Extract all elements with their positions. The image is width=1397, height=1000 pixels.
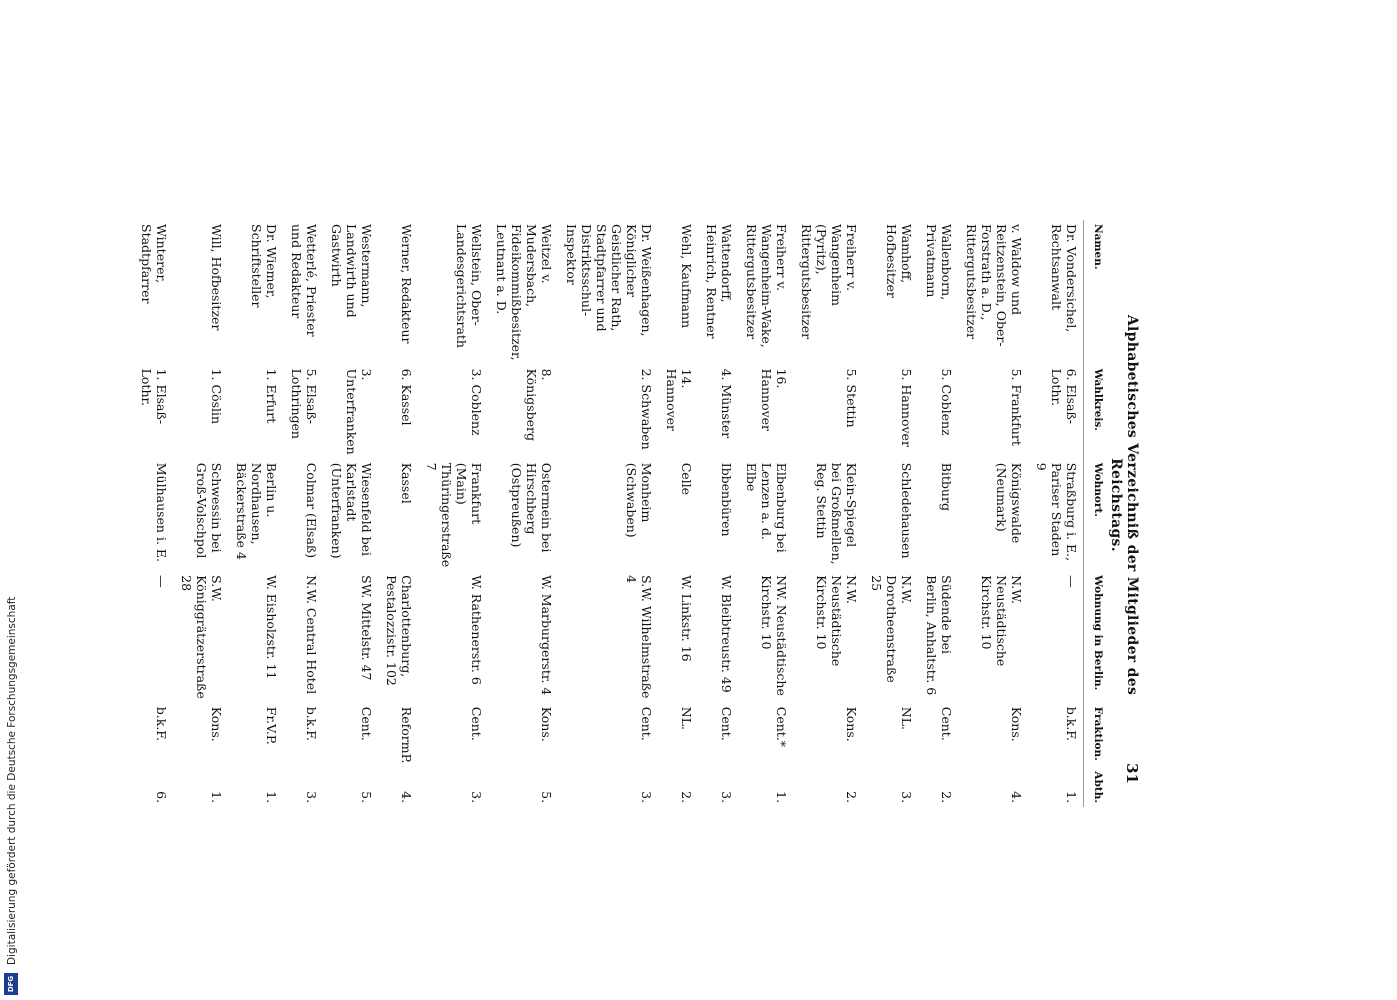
table-row [323,220,378,807]
member-abtheilung: 1. [264,791,279,804]
member-abtheilung: 4. [399,791,414,804]
member-berlin-address: N.W. Central Hotel [304,575,319,695]
member-berlin-address: N.W. Neustädtische Kirchstr. 10 [979,575,1024,667]
member-fraktion: ReformP. [399,706,414,764]
member-name: Will, Hofbesitzer [209,224,224,331]
member-berlin-address: W. Rathenerstr. 6 [469,575,484,685]
member-name: Wellstein, Ober-Landesgerichtsrath [454,224,484,348]
member-wohnort: Wiesenfeld bei Karlstadt (Unterfranken) [329,462,374,559]
table-row [1028,220,1084,807]
member-wahlkreis: 1. Erfurt [264,368,279,424]
footer-credit-text: Digitalisierung gefördert durch die Deutsche Forschungsgemeinschaft [6,596,18,965]
member-fraktion: Cent. [719,706,734,741]
table-row [488,220,558,807]
member-name: v. Waldow und Reitzenstein, Ober-Forstrath a. D., Rittergutsbesitzer [964,224,1024,347]
member-name: Werner, Redakteur [399,224,414,344]
table-body [133,220,1084,807]
member-berlin-address: Südende bei Berlin, Anhaltstr. 6 [924,575,954,696]
member-berlin-address: N.W. Neustädtische Kirchstr. 10 [814,575,859,667]
dfg-logo-icon [4,973,18,995]
member-wahlkreis: 1. Cöslin [209,368,224,425]
member-fraktion: b.k.F. [154,706,169,742]
member-abtheilung: 3. [719,791,734,804]
member-wohnort: Elbenburg bei Lenzen a. d. Elbe [744,462,789,553]
member-abtheilung: 3. [639,791,654,804]
member-fraktion: Cent. [639,706,654,741]
member-fraktion: NL. [679,706,694,730]
member-wohnort: Berlin u. Nordhausen, Bäckerstraße 4 [234,462,279,560]
member-fraktion: Cent. [469,706,484,741]
table-row [658,220,698,807]
member-fraktion: b.k.F. [304,706,319,742]
table-row [738,220,793,807]
member-name: Wamhoff, Hofbesitzer [884,224,914,298]
member-fraktion: b.k.F. [1064,706,1079,742]
member-wahlkreis: 5. Elsaß-Lothringen [289,368,319,439]
member-berlin-address: Charlottenburg, Pestalozzistr. 102 [384,575,414,686]
member-abtheilung: 3. [469,791,484,804]
member-wohnort: Colmar (Elsaß) [304,462,319,559]
page-header [1108,220,1141,790]
member-wohnort: Schwessin bei Groß-Volschpol [194,462,224,559]
member-wohnort: Straßburg i. E., Pariser Staden 9 [1034,462,1079,562]
member-wohnort: Frankfurt (Main) Thüringerstraße 7 [424,462,484,568]
member-wahlkreis: 2. Schwaben [639,368,654,450]
member-abtheilung: 1. [774,791,789,804]
member-fraktion: Cent. [359,706,374,741]
member-wahlkreis: 3. Unterfranken [344,368,374,455]
member-name: Weitzel v. Mudersbach, Fideikommißbesitzer, Leutnant a. D. [494,224,554,361]
table-row [558,220,658,807]
member-name: Freiherr v. Wangenheim-Wake, Rittergutsbesitzer [744,224,789,348]
table-row [918,220,958,807]
member-wohnort: Celle [679,462,694,496]
member-berlin-address: S.W. Königgrätzerstraße 28 [179,575,224,699]
member-abtheilung: 6. [154,791,169,804]
table-row [283,220,323,807]
header-abtheilung: Abth. [1084,767,1107,807]
member-wohnort: Monheim (Schwaben) [624,462,654,538]
header-wohnort: Wohnort. [1084,459,1107,571]
member-berlin-address: W. Linkstr. 16 [679,575,694,662]
page-number: 31 [1123,763,1141,784]
member-fraktion: NL. [899,706,914,730]
header-wohnung-berlin: Wohnung in Berlin. [1084,571,1107,703]
member-abtheilung: 3. [899,791,914,804]
member-wohnort: Klein-Spiegel bei Großmellen, Reg. Stettin [814,462,859,565]
table-row [378,220,418,807]
member-wahlkreis: 5. Hannover [899,368,914,447]
page-content [139,220,1150,804]
member-abtheilung: 2. [939,791,954,804]
member-wahlkreis: 1. Elsaß-Lothr. [139,368,169,425]
member-fraktion: Fr.V.P. [264,706,279,745]
member-wahlkreis: 6. Elsaß-Lothr. [1049,368,1079,425]
member-berlin-address: N.W. Dorotheenstraße 25 [869,575,914,683]
member-wohnort: Kassel [399,462,414,504]
member-berlin-address: NW. Neustädtische Kirchstr. 10 [759,575,789,696]
member-berlin-address: — [1064,575,1079,588]
member-fraktion: Cent.* [774,706,789,748]
member-wahlkreis: 5. Stettin [844,368,859,428]
table-row [793,220,863,807]
member-berlin-address: W. Eisholzstr. 11 [264,575,279,680]
table-row [133,220,173,807]
scanned-page [139,220,1150,804]
header-namen: Namen. [1084,220,1107,365]
member-name: Winterer, Stadtpfarrer [139,224,169,304]
table-row [958,220,1028,807]
member-abtheilung: 3. [304,791,319,804]
member-berlin-address: SW. Mittelstr. 47 [359,575,374,681]
table-row [418,220,488,807]
member-abtheilung: 1. [209,791,224,804]
member-berlin-address: W. Marburgerstr. 4 [539,575,554,696]
table-row [173,220,228,807]
member-fraktion: Kons. [844,706,859,742]
member-name: Dr. Wiemer, Schriftsteller [249,224,279,308]
member-name: Freiherr v. Wangenheim (Pyritz), Rittergutsbesitzer [799,224,859,340]
digitization-credit [4,596,18,995]
header-fraktion: Fraktion. [1084,703,1107,768]
table-row [698,220,738,807]
member-abtheilung: 2. [679,791,694,804]
member-fraktion: Kons. [209,706,224,742]
member-wohnort: Ibbenbüren [719,462,734,537]
member-berlin-address: S.W. Wilhelmstraße 4 [624,575,654,699]
member-abtheilung: 5. [359,791,374,804]
member-wohnort: Schledehausen [899,462,914,559]
member-name: Dr. Weißenhagen, Königlicher Geistlicher Rath, Stadtpfarrer und Distriktsschul-Inspektor [564,224,654,337]
members-table [133,220,1106,807]
member-berlin-address: W. Bleibtreustr. 49 [719,575,734,693]
member-wahlkreis: 16. Hannover [759,368,789,432]
member-wahlkreis: 4. Münster [719,368,734,439]
member-abtheilung: 2. [844,791,859,804]
member-berlin-address: — [154,575,169,588]
dfg-logo-text: DFG [7,975,15,993]
member-name: Dr. Vondersichel, Rechtsanwalt [1049,224,1079,333]
member-name: Westermann, Landwirth und Gastwirth [329,224,374,318]
member-wahlkreis: 3. Coblenz [469,368,484,436]
header-wahlkreis: Wahlkreis. [1084,365,1107,459]
member-abtheilung: 1. [1064,791,1079,804]
member-fraktion: Cent. [939,706,954,741]
table-row [863,220,918,807]
member-wahlkreis: 8. Königsberg [524,368,554,441]
member-wahlkreis: 5. Coblenz [939,368,954,436]
member-fraktion: Kons. [539,706,554,742]
member-wohnort: Ostermein bei Hirschberg (Ostpreußen) [509,462,554,553]
member-abtheilung: 5. [539,791,554,804]
member-name: Wehl, Kaufmann [679,224,694,329]
table-header-row [1084,220,1107,807]
page-title: Alphabetisches Verzeichniß der Mitglieder des Reichstags. [1108,314,1140,696]
member-wahlkreis: 14. Hannover [664,368,694,432]
member-name: Wetterlé, Priester und Redakteur [289,224,319,337]
member-wohnort: Königswalde (Neumark) [994,462,1024,544]
member-name: Wallenborn, Privatmann [924,224,954,301]
member-abtheilung: 4. [1009,791,1024,804]
member-name: Wattendorff, Heinrich, Rentner [704,224,734,339]
table-row [228,220,283,807]
member-wohnort: Mülhausen i. E. [154,462,169,562]
member-wahlkreis: 6. Kassel [399,368,414,426]
member-fraktion: Kons. [1009,706,1024,742]
member-wohnort: Bitburg [939,462,954,511]
member-wahlkreis: 5. Frankfurt [1009,368,1024,446]
